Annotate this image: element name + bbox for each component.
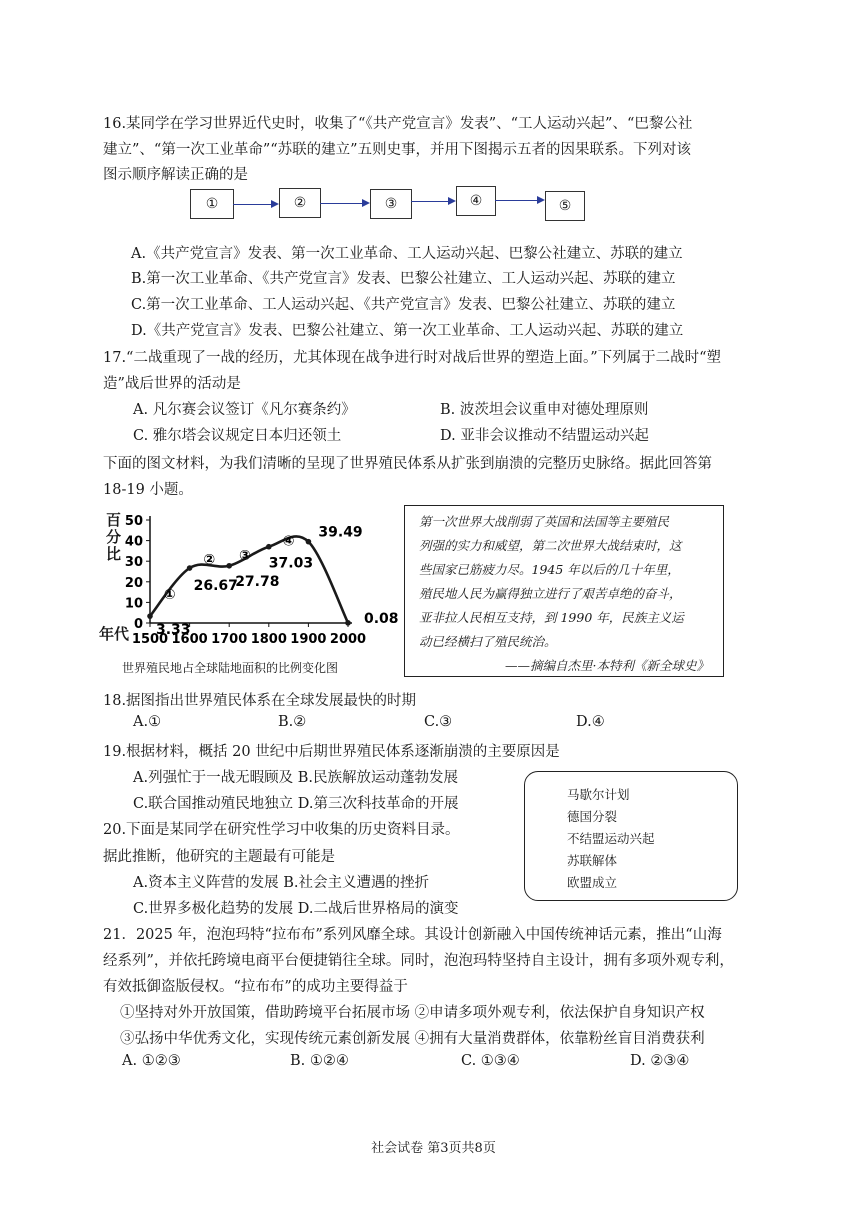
flow-arrow-1 bbox=[233, 204, 277, 205]
chart-data-point bbox=[226, 563, 232, 569]
quote-line: 第一次世界大战削弱了英国和法国等主要殖民 bbox=[419, 514, 670, 529]
catalog-item: 苏联解体 bbox=[567, 853, 618, 868]
q20-catalog-box bbox=[524, 771, 738, 901]
q17-stem-line2: 造”战后世界的活动是 bbox=[103, 376, 241, 392]
chart-data-label: 26.67 bbox=[193, 578, 238, 595]
chart-data-label: 0.08 bbox=[364, 610, 399, 627]
flow-arrow-4 bbox=[495, 200, 543, 201]
flow-arrow-3 bbox=[411, 201, 454, 202]
q20-stem-line2: 据此推断，他研究的主题最有可能是 bbox=[103, 849, 335, 865]
q17-stem-line1: 17.“二战重现了一战的经历，尤其体现在战争进行时对战后世界的塑造上面。”下列属于二战时“塑 bbox=[103, 350, 722, 366]
chart-data-point bbox=[306, 539, 312, 545]
chart-y-tick-label: 20 bbox=[124, 575, 143, 591]
chart-y-tick-label: 40 bbox=[124, 534, 143, 550]
chart-data-point bbox=[345, 620, 351, 626]
catalog-item: 欧盟成立 bbox=[567, 875, 618, 890]
q17-option-a[interactable]: A. 凡尔赛会议签订《凡尔赛条约》 bbox=[133, 402, 356, 418]
q18-option-a[interactable]: A.① bbox=[133, 714, 162, 730]
q16-stem-line1: 16.某同学在学习世界近代史时，收集了“《共产党宣言》发表”、“工人运动兴起”、“巴黎公社 bbox=[103, 116, 693, 132]
chart-data-label: 3.33 bbox=[156, 622, 191, 639]
chart-stage-mark: ① bbox=[163, 587, 176, 604]
page-footer: 社会试卷 第3页共8页 bbox=[371, 1141, 496, 1156]
chart-data-label: 37.03 bbox=[268, 555, 314, 572]
q16-option-d[interactable]: D.《共产党宣言》发表、巴黎公社建立、第一次工业革命、工人运动兴起、苏联的建立 bbox=[131, 323, 684, 339]
material-intro-line2: 18-19 小题。 bbox=[103, 482, 193, 498]
q19-options-cd[interactable]: C.联合国推动殖民地独立 D.第三次科技革命的开展 bbox=[133, 796, 459, 812]
quote-line: 列强的实力和威望，第二次世界大战结束时，这 bbox=[419, 538, 682, 553]
flow-box-4: ④ bbox=[456, 186, 496, 216]
q21-statements-3-4: ③弘扬中华优秀文化，实现传统元素创新发展 ④拥有大量消费群体，依靠粉丝盲目消费获利 bbox=[120, 1031, 705, 1047]
chart-data-label: 27.78 bbox=[235, 573, 280, 590]
chart-y-tick-label: 0 bbox=[133, 617, 143, 632]
material-intro-line1: 下面的图文材料，为我们清晰的呈现了世界殖民体系从扩张到崩溃的完整历史脉络。据此回答第 bbox=[103, 456, 712, 472]
q17-option-b[interactable]: B. 波茨坦会议重申对德处理原则 bbox=[440, 402, 649, 418]
chart-x-axis-label: 年代 bbox=[99, 625, 130, 643]
q18-stem: 18.据图指出世界殖民体系在全球发展最快的时期 bbox=[103, 693, 417, 709]
chart-x-tick-label: 1700 bbox=[211, 632, 248, 647]
flow-box-1: ① bbox=[190, 189, 234, 219]
q19-options-ab[interactable]: A.列强忙于一战无暇顾及 B.民族解放运动蓬勃发展 bbox=[133, 770, 458, 786]
flow-box-5: ⑤ bbox=[545, 191, 585, 221]
chart-x-tick-label: 1600 bbox=[171, 632, 208, 647]
chart-x-tick-label: 2000 bbox=[329, 632, 367, 647]
chart-stage-mark: ② bbox=[203, 552, 216, 569]
q21-stem-line2: 经系列”，并依托跨境电商平台便捷销往全球。同时，泡泡玛特坚持自主设计，拥有多项外观专利， bbox=[103, 953, 734, 969]
q21-option-a[interactable]: A. ①②③ bbox=[122, 1053, 181, 1069]
chart-y-axis-label: 百分比 bbox=[106, 511, 122, 563]
catalog-item: 不结盟运动兴起 bbox=[567, 831, 655, 846]
chart-data-label: 39.49 bbox=[318, 524, 363, 541]
flow-box-2: ② bbox=[279, 188, 321, 218]
chart-svg bbox=[100, 505, 400, 655]
chart-data-point bbox=[187, 565, 193, 571]
quote-line: 动已经横扫了殖民统治。 bbox=[419, 634, 557, 649]
chart-x-tick-label: 1500 bbox=[131, 632, 169, 647]
chart-x-tick-label: 1900 bbox=[290, 632, 327, 647]
chart-stage-mark: ④ bbox=[282, 533, 295, 550]
q21-option-d[interactable]: D. ②③④ bbox=[630, 1053, 690, 1069]
material-quote-box bbox=[404, 505, 724, 677]
chart-data-point bbox=[147, 613, 153, 619]
q16-option-c[interactable]: C.第一次工业革命、工人运动兴起、《共产党宣言》发表、巴黎公社建立、苏联的建立 bbox=[131, 297, 676, 313]
q21-statements-1-2: ①坚持对外开放国策，借助跨境平台拓展市场 ②申请多项外观专利，依法保护自身知识产权 bbox=[120, 1005, 705, 1021]
q19-stem: 19.根据材料，概括 20 世纪中后期世界殖民体系逐渐崩溃的主要原因是 bbox=[103, 744, 560, 760]
catalog-item: 马歇尔计划 bbox=[567, 787, 630, 802]
q17-option-c[interactable]: C. 雅尔塔会议规定日本归还领土 bbox=[133, 428, 342, 444]
chart-x-tick-label: 1800 bbox=[250, 632, 287, 647]
catalog-item: 德国分裂 bbox=[567, 809, 618, 824]
q16-stem-line2: 建立”、“第一次工业革命”“苏联的建立”五则史事，并用下图揭示五者的因果联系。下列对该 bbox=[103, 142, 692, 158]
chart-y-tick-label: 30 bbox=[124, 555, 143, 571]
chart-y-tick-label: 50 bbox=[124, 514, 143, 529]
q21-stem-line3: 有效抵御盗版侵权。“拉布布”的成功主要得益于 bbox=[103, 979, 408, 995]
q17-option-d[interactable]: D. 亚非会议推动不结盟运动兴起 bbox=[440, 428, 649, 444]
chart-y-tick-label: 10 bbox=[124, 596, 143, 612]
chart-data-point bbox=[266, 544, 272, 550]
q21-stem-line1: 21．2025 年，泡泡玛特“拉布布”系列风靡全球。其设计创新融入中国传统神话元素，推出“山海 bbox=[103, 927, 722, 943]
q18-option-b[interactable]: B.② bbox=[278, 714, 307, 730]
flow-box-3: ③ bbox=[370, 189, 412, 219]
q18-option-c[interactable]: C.③ bbox=[424, 714, 453, 730]
chart-stage-mark: ③ bbox=[239, 548, 251, 565]
q16-option-b[interactable]: B.第一次工业革命、《共产党宣言》发表、巴黎公社建立、工人运动兴起、苏联的建立 bbox=[131, 271, 676, 287]
quote-line: 亚非拉人民相互支持，到 1990 年，民族主义运 bbox=[419, 610, 684, 625]
q21-option-c[interactable]: C. ①③④ bbox=[461, 1053, 520, 1069]
flow-arrow-2 bbox=[320, 203, 368, 204]
q21-option-b[interactable]: B. ①②④ bbox=[290, 1053, 349, 1069]
q16-stem-line3: 图示顺序解读正确的是 bbox=[103, 167, 248, 183]
q16-option-a[interactable]: A.《共产党宣言》发表、第一次工业革命、工人运动兴起、巴黎公社建立、苏联的建立 bbox=[131, 246, 683, 262]
quote-line: 殖民地人民为赢得独立进行了艰苦卓绝的奋斗， bbox=[419, 586, 682, 601]
q20-stem-line1: 20.下面是某同学在研究性学习中收集的历史资料目录。 bbox=[103, 822, 460, 838]
q20-options-cd[interactable]: C.世界多极化趋势的发展 D.二战后世界格局的演变 bbox=[133, 901, 459, 917]
chart-caption: 世界殖民地占全球陆地面积的比例变化图 bbox=[122, 661, 339, 675]
quote-line: 些国家已筋疲力尽。1945 年以后的几十年里， bbox=[419, 562, 680, 577]
quote-source: ——摘编自杰里·本特利《新全球史》 bbox=[505, 658, 709, 673]
q20-options-ab[interactable]: A.资本主义阵营的发展 B.社会主义遭遇的挫折 bbox=[133, 875, 429, 891]
q18-option-d[interactable]: D.④ bbox=[576, 714, 605, 730]
